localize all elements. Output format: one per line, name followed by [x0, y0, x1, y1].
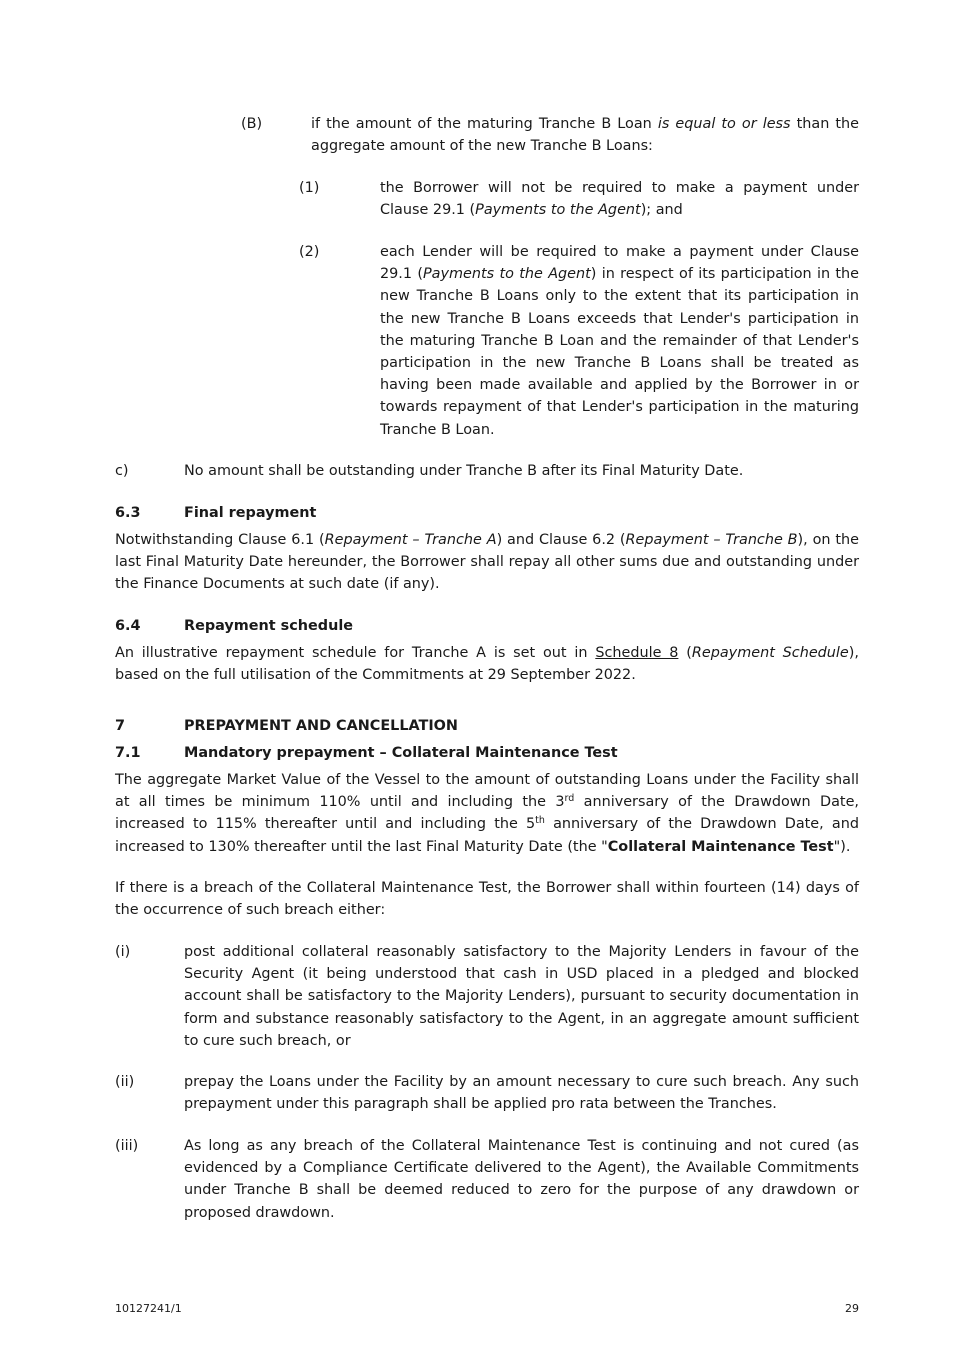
clause-label-b: (B)	[241, 116, 263, 132]
list-item-label: (iii)	[115, 1138, 139, 1154]
clause-label-1: (1)	[299, 180, 320, 196]
section-7-title: PREPAYMENT AND CANCELLATION	[184, 718, 458, 734]
list-item-label: (i)	[115, 944, 131, 960]
section-6-3-number: 6.3	[115, 505, 141, 521]
clause-2-text: each Lender will be required to make a payment under Clause 29.1 (Payments to the Agent) in respect of its participation in the new Tranche B Loans only to the extent that its participation in the new Tranche B Loans exceeds that Lender's participation in the maturing Tranche B Loan and the remainder of that Lender's participation in the new Tranche B Loans shall be treated as having been made available and applied by the Borrower in or towards repayment of that Lender's participation in the maturing Tranche B Loan.	[380, 244, 860, 438]
section-6-3-title: Final repayment	[184, 505, 317, 521]
section-6-4-text: An illustrative repayment schedule for Tranche A is set out in Schedule 8 (Repayment Schedule), based on the full utilisation of the Commitments at 29 September 2022.	[115, 645, 859, 684]
section-6-4-number: 6.4	[115, 618, 141, 634]
footer-page-number: 29	[845, 1302, 859, 1315]
section-7-1-number: 7.1	[115, 745, 141, 761]
section-6-4-title: Repayment schedule	[184, 618, 354, 634]
section-7-1-paragraph-1: The aggregate Market Value of the Vessel to the amount of outstanding Loans under the Facility shall at all times be minimum 110% until and including the 3rd anniversary of the Drawdown Date, increased to 115% thereafter until and including the 5th anniversary of the Drawdown Date, and increased to 130% thereafter until the last Final Maturity Date (the "Collateral Maintenance Test").	[115, 772, 860, 855]
section-7-1-paragraph-2: If there is a breach of the Collateral Maintenance Test, the Borrower shall within fourteen (14) days of the occurrence of such breach either:	[115, 880, 859, 919]
clause-1-text: the Borrower will not be required to make a payment under Clause 29.1 (Payments to the Agent); and	[380, 180, 859, 219]
list-item-label: (ii)	[115, 1074, 135, 1090]
clause-c-text: No amount shall be outstanding under Tranche B after its Final Maturity Date.	[184, 463, 744, 479]
list-item-text: post additional collateral reasonably satisfactory to the Majority Lenders in favour of the Security Agent (it being understood that cash in USD placed in a pledged and blocked account shall be satisfactory to the Majority Lenders), pursuant to security documentation in form and substance reasonably satisfactory to the Agent, in an aggregate amount sufficient to cure such breach, or	[184, 944, 859, 1049]
section-6-3-text: Notwithstanding Clause 6.1 (Repayment – Tranche A) and Clause 6.2 (Repayment – Tranche B), on the last Final Maturity Date hereunder, the Borrower shall repay all other sums due and outstanding under the Finance Documents at such date (if any).	[115, 532, 859, 593]
schedule-8-link[interactable]: Schedule 8	[595, 645, 679, 661]
clause-label-c: c)	[115, 463, 129, 479]
footer-doc-id: 10127241/1	[115, 1302, 182, 1315]
section-7-1-title: Mandatory prepayment – Collateral Maintenance Test	[184, 745, 618, 761]
clause-label-2: (2)	[299, 244, 320, 260]
section-7-number: 7	[115, 718, 126, 734]
list-item-text: prepay the Loans under the Facility by an amount necessary to cure such breach. Any such prepayment under this paragraph shall be applied pro rata between the Tranches.	[184, 1074, 859, 1113]
list-item-text: As long as any breach of the Collateral Maintenance Test is continuing and not cured (as evidenced by a Compliance Certificate delivered to the Agent), the Available Commitments under Tranche B shall be deemed reduced to zero for the purpose of any drawdown or proposed drawdown.	[184, 1138, 859, 1221]
clause-b-text: if the amount of the maturing Tranche B Loan is equal to or less than the aggregate amount of the new Tranche B Loans:	[311, 116, 860, 155]
